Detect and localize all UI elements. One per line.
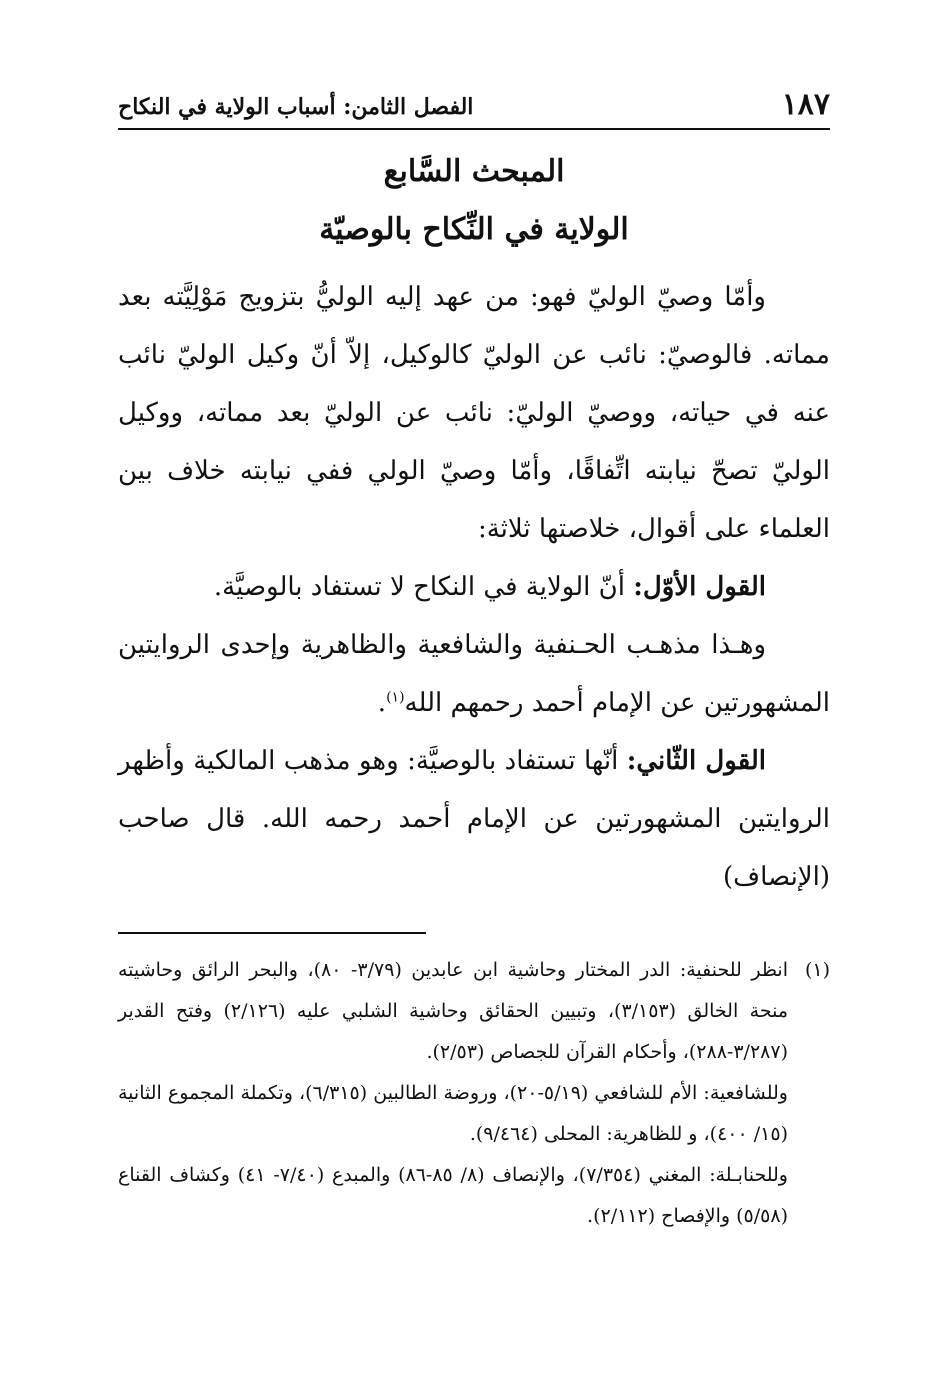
footnote-shafii: وللشافعية: الأم للشافعي (٥/١٩-٢٠)، وروضة الطالبين (٦/٣١٥)، وتكملة المجموع الثانية (١٥/ ٤٠٠)، و للظاهرية: المحلى (٩/٤٦٤). [118, 1082, 788, 1145]
first-opinion-note [118, 616, 830, 732]
intro-paragraph: وأمّا وصيّ الوليّ فهو: من عهد إليه الوليُّ بتزويج مَوْلِيَّته بعد مماته. فالوصيّ: نائب عن الوليّ كالوكيل، إلاّ أنّ وكيل الوليّ نائب عنه في حياته، ووصيّ الوليّ: نائب عن الوليّ بعد مماته، ووكيل الوليّ تصحّ نيابته اتِّفاقًا، وأمّا وصيّ الولي ففي نيابته خلاف بين العلماء على أقوال، خلاصتها ثلاثة: [118, 282, 830, 544]
first-opinion-note-text: وهـذا مذهـب الحـنفية والشافعية والظاهرية وإحدى الروايتين المشهورتين عن الإمام أحمد رحمهم الله [118, 630, 830, 718]
footnote-reference[interactable]: (١) [386, 689, 405, 706]
footnote-hanbali: وللحنابـلة: المغني (٧/٣٥٤)، والإنصاف (٨/ ٨٥-٨٦) والمبدع (٧/٤٠- ٤١) وكشاف القناع (٥/٥٨) والإفصاح (٢/١١٢). [118, 1164, 788, 1227]
main-text [118, 268, 830, 906]
footnote-divider [118, 932, 426, 934]
section-subheading: الولاية في النِّكاح بالوصيّة [319, 212, 629, 247]
book-page [118, 82, 830, 1322]
first-opinion-label: القول الأوّل: [633, 572, 766, 602]
first-opinion-text: أنّ الولاية في النكاح لا تستفاد بالوصيَّة. [213, 572, 634, 602]
section-heading: المبحث السَّابع [383, 154, 565, 189]
footnote-marker: (١) [804, 959, 830, 981]
chapter-title: الفصل الثامن: أسباب الولاية في النكاح [118, 94, 474, 120]
second-opinion [118, 732, 830, 906]
second-opinion-label: القول الثّاني: [626, 746, 766, 776]
second-opinion-text: أنّها تستفاد بالوصيَّة: وهو مذهب المالكية وأظهر الروايتين المشهورتين عن الإمام أحمد رحمه الله. قال صاحب (الإنصاف) [118, 746, 830, 892]
footnotes [118, 950, 830, 1237]
footnote-hanafi-text: انظر للحنفية: الدر المختار وحاشية ابن عابدين (٣/٧٩- ٨٠)، والبحر الرائق وحاشيته منحة الخالق (٣/١٥٣)، وتبيين الحقائق وحاشية الشلبي عليه (٢/١٢٦) وفتح القدير (٣/٢٨٧-٢٨٨)، وأحكام القرآن للجصاص (٢/٥٣). [118, 959, 788, 1063]
first-opinion [118, 558, 830, 616]
first-opinion-note-end: . [377, 688, 387, 718]
running-header [118, 82, 830, 130]
page-number: ١٨٧ [781, 87, 830, 122]
footnote-hanafi [118, 950, 830, 1073]
